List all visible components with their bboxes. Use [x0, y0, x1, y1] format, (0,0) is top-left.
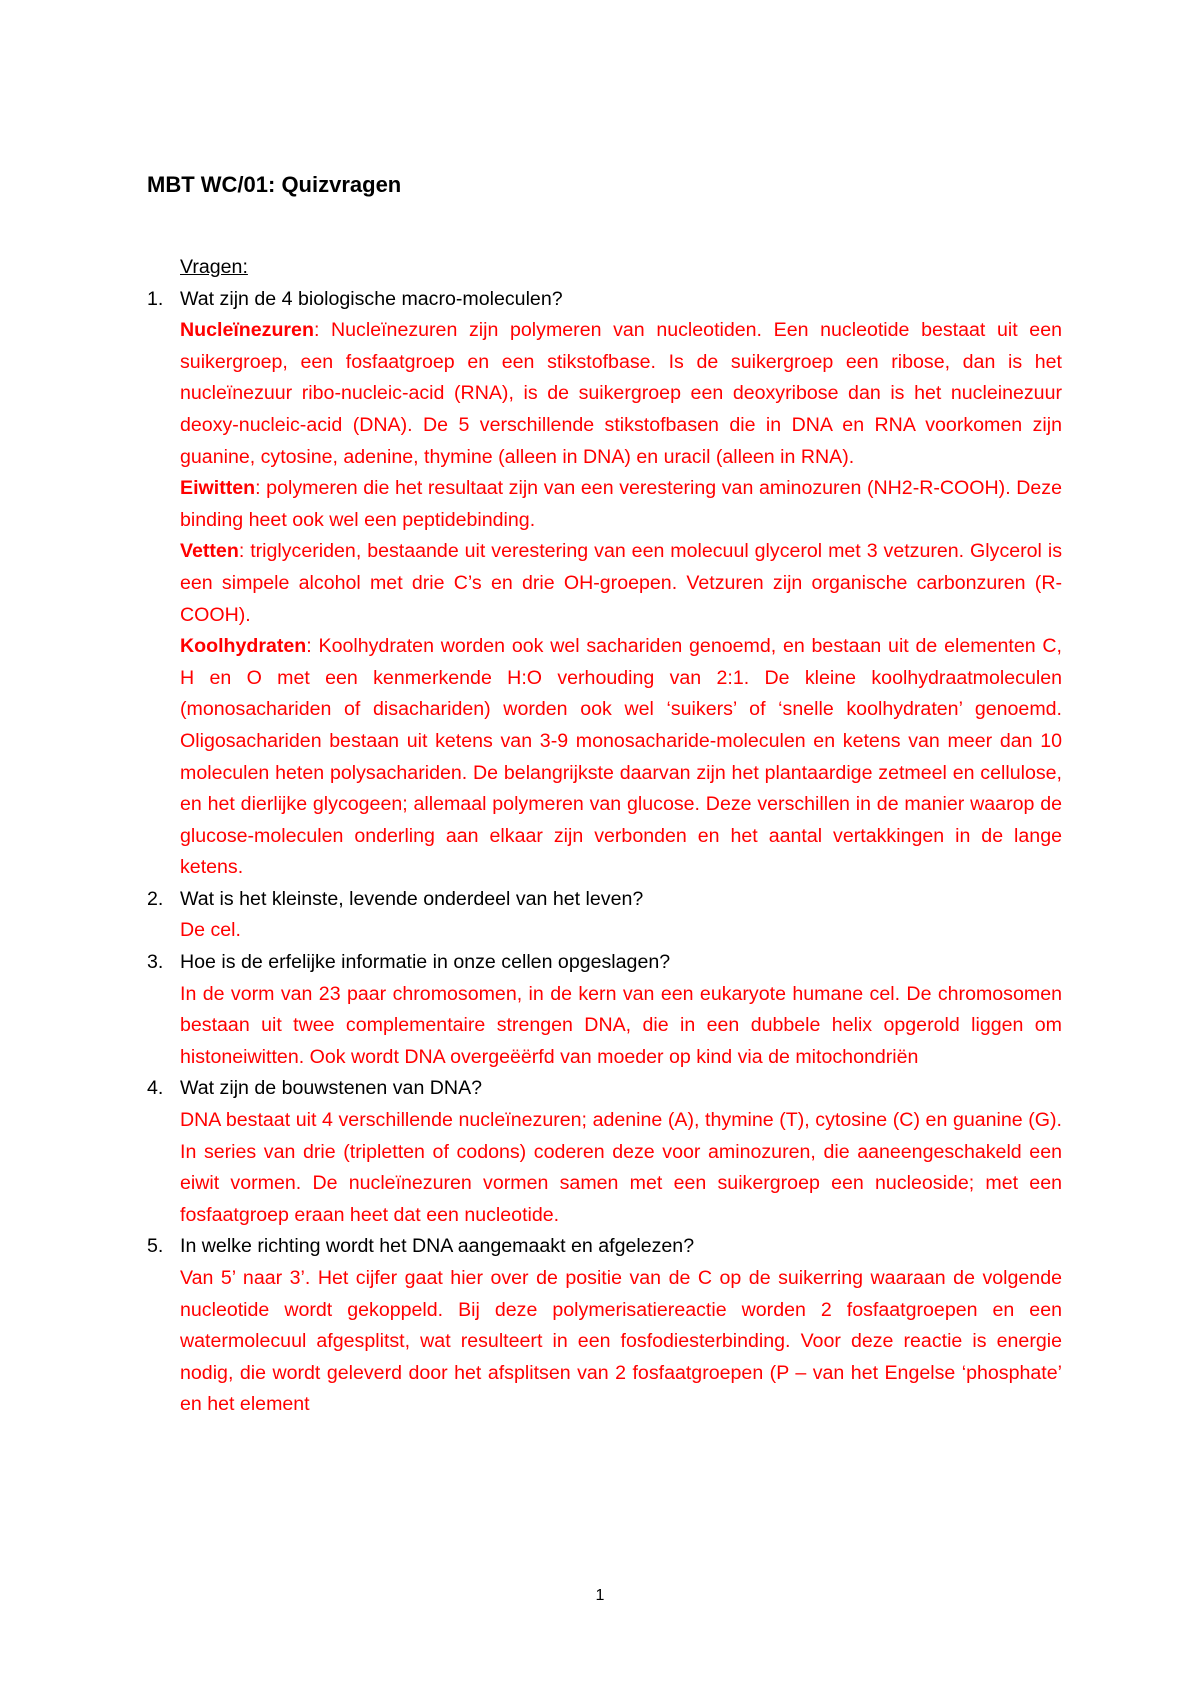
question-item-1 — [147, 284, 1062, 884]
question-text: Wat is het kleinste, levende onderdeel van het leven? — [180, 887, 644, 910]
answer-text: : Nucleïnezuren zijn polymeren van nucleotiden. Een nucleotide bestaat uit een suikergroep, een fosfaatgroep en een stikstofbase. Is de suikergroep een ribose, dan is het nucleïnezuur ribo-nucleic-acid (RNA), is de suikergroep een deoxyribose dan is het nucleinezuur deoxy-nucleic-acid (DNA). De 5 verschillende stikstofbasen die in DNA en RNA voorkomen zijn guanine, cytosine, adenine, thymine (alleen in DNA) en uracil (alleen in RNA). — [180, 319, 1062, 468]
question-text: Wat zijn de bouwstenen van DNA? — [180, 1077, 483, 1100]
answer-text: DNA bestaat uit 4 verschillende nucleïnezuren; adenine (A), thymine (T), cytosine (C) en guanine (G). In series van drie (tripletten of codons) coderen deze voor aminozuren, die aaneengeschakeld een eiwit vormen. De nucleïnezuren vormen samen met een suikergroep een nucleoside; met een fosfaatgroep eraan heet dat een nucleotide. — [180, 1109, 1062, 1226]
question-item-5 — [147, 1231, 1062, 1421]
answer-text: : polymeren die het resultaat zijn van een verestering van aminozuren (NH2-R-COOH). Deze binding heet ook wel een peptidebinding. — [180, 477, 1062, 531]
question-text: In welke richting wordt het DNA aangemaakt en afgelezen? — [180, 1235, 695, 1258]
answer-text: De cel. — [180, 919, 241, 942]
answer-text: In de vorm van 23 paar chromosomen, in de kern van een eukaryote humane cel. De chromosomen bestaan uit twee complementaire strengen DNA, die in een dubbele helix opgerold liggen om histoneiwitten. Ook wordt DNA overgeëërfd van moeder op kind via de mitochondriën — [180, 982, 1062, 1068]
questions-subheading: Vragen: — [180, 256, 248, 278]
question-text: Hoe is de erfelijke informatie in onze cellen opgeslagen? — [180, 951, 671, 974]
answer-text: : triglyceriden, bestaande uit verestering van een molecuul glycerol met 3 vetzuren. Glycerol is een simpele alcohol met drie C’s en drie OH-groepen. Vetzuren zijn organische carbonzuren (R-COOH). — [180, 540, 1062, 626]
answer-paragraph — [180, 536, 1062, 631]
answer-term: Koolhydraten — [180, 635, 307, 658]
question-number: 1. — [147, 287, 164, 310]
question-item-4 — [147, 1073, 1062, 1231]
question-number: 3. — [147, 951, 164, 974]
question-item-2 — [147, 884, 1062, 947]
answer-text: : Koolhydraten worden ook wel sachariden genoemd, en bestaan uit de elementen C, H en O met een kenmerkende H:O verhouding van 2:1. De kleine koolhydraatmoleculen (monosachariden of disachariden) worden ook wel ‘suikers’ of ‘snelle koolhydraten’ genoemd. Oligosachariden bestaan uit ketens van 3-9 monosacharide-moleculen en ketens van meer dan 10 moleculen heten polysachariden. De belangrijkste daarvan zijn het plantaardige zetmeel en cellulose, en het dierlijke glycogeen; allemaal polymeren van glucose. Deze verschillen in de manier waarop de glucose-moleculen onderling aan elkaar zijn verbonden en het aantal vertakkingen in de lange ketens. — [180, 635, 1062, 879]
document-title: MBT WC/01: Quizvragen — [147, 172, 402, 197]
question-number: 5. — [147, 1235, 164, 1258]
question-number: 2. — [147, 887, 164, 910]
quiz-content — [147, 252, 1062, 1421]
question-item-3 — [147, 947, 1062, 1073]
answer-term: Eiwitten — [180, 477, 256, 500]
answer-paragraph — [180, 315, 1062, 473]
answer-paragraph — [180, 631, 1062, 884]
question-text: Wat zijn de 4 biologische macro-moleculen? — [180, 287, 563, 310]
question-number: 4. — [147, 1077, 164, 1100]
answer-paragraph — [180, 473, 1062, 536]
page-number: 1 — [595, 1587, 605, 1604]
answer-term: Vetten — [180, 540, 239, 563]
answer-term: Nucleïnezuren — [180, 319, 314, 342]
answer-text: Van 5’ naar 3’. Het cijfer gaat hier over de positie van de C op de suikerring waaraan de volgende nucleotide wordt gekoppeld. Bij deze polymerisatiereactie worden 2 fosfaatgroepen en een watermolecuul afgesplitst, wat resulteert in een fosfodiesterbinding. Voor deze reactie is energie nodig, die wordt geleverd door het afsplitsen van 2 fosfaatgroepen (P – van het Engelse ‘phosphate’ en het element — [180, 1267, 1062, 1416]
